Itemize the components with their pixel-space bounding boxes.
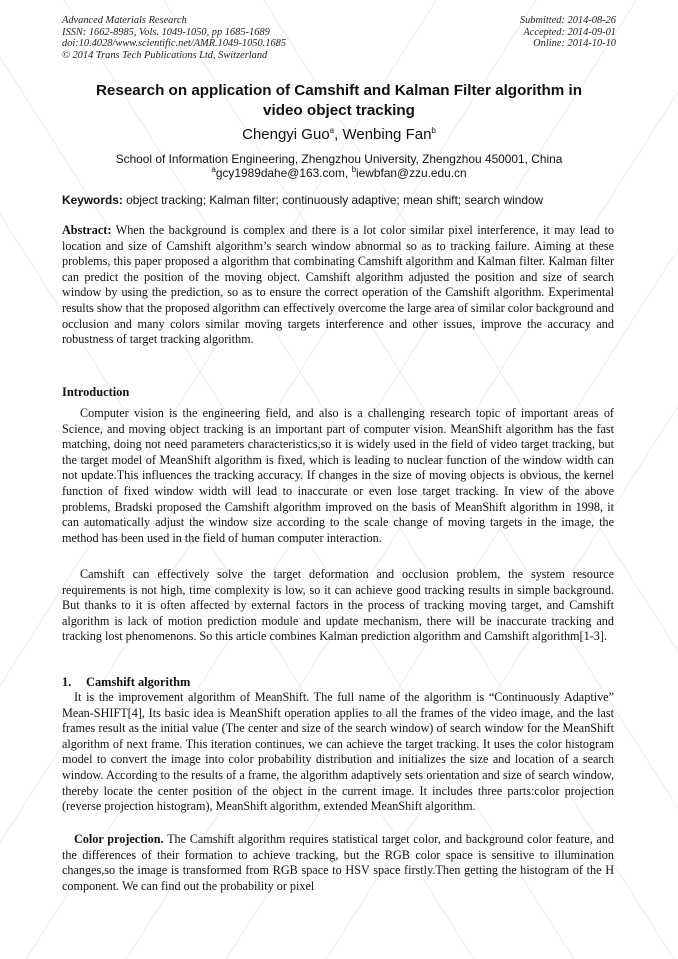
camshift-paragraph-1: It is the improvement algorithm of MeanShift. The full name of the algorithm is “Continuously Adaptive” Mean-SHIFT[4], Its basic idea is MeanShift operation applies to all the frames of the video image, and the last frames result as the initial value (The center and size of the search window) of search window for the MeanShift algorithm of next frame. This iteration continues, we can achieve the target tracking. It uses the color histogram model to convert the image into color probability distribution and initializes the size and location of a search window. According to the results of a frame, the algorithm adaptively sets orientation and size of search window, thereby locate the center position of the object in the current image. It includes three parts:color projection (reverse projection histogram), MeanShift algorithm, extended MeanShift algorithm.	[62, 690, 614, 814]
abstract-text: When the background is complex and there is a lot color similar pixel interference, it may lead to location and size of Camshift algorithm’s search window abnormal so as to tracking failure. Aiming at these problems, this paper proposed a algorithm that combinating Camshift algorithm and Kalman filter. Kalman filter can predict the position of the moving object. Camshift algorithm adjusted the position and size of search window by using the prediction, so as to ensure the correct operation of the Camshift algorithm. Experimental results show that the proposed algorithm can effectively overcome the large area of similar color background and occlusion and many colors similar moving targets interference and other issues, improve the accuracy and robustness of target tracking algorithm.	[62, 223, 614, 347]
author-separator: ,	[334, 126, 343, 143]
title-line-2: video object tracking	[263, 101, 415, 119]
section-title: Camshift algorithm	[86, 675, 191, 689]
accepted-date: Accepted: 2014-09-01	[523, 26, 616, 38]
abstract-label: Abstract:	[62, 223, 112, 237]
author-emails	[62, 166, 616, 180]
introduction-paragraph-1: Computer vision is the engineering field, and also is a challenging research topic of important areas of Science, and moving object tracking is an important part of computer vision. MeanShift algorithm has the fast matching, doing not need parameters characteristics,so it is widely used in the field of video target tracking, but the target model of MeanShift algorithm is fixed, which is leading to nuclear function of the window width can not update.This influences the tracking accuracy. If changes in the size of moving objects is obvious, the kernel function of fixed window width will lead to inaccurate or even lose target tracking. In view of the above problems, Bradski proposed the Camshift algorithm improved on the basis of MeanShift algorithm in 1998, it can automatically adjust the window size according to the scale change of moving targets in the image, the method has been used in the field of human computer interaction.	[62, 406, 614, 545]
author-1: Chengyi Guo	[242, 126, 330, 143]
journal-name: Advanced Materials Research	[62, 15, 187, 26]
keywords-text: object tracking; Kalman filter; continuously adaptive; mean shift; search window	[122, 193, 544, 207]
abstract	[62, 223, 614, 348]
email-a-mark: a	[211, 165, 216, 175]
introduction-heading: Introduction	[62, 385, 130, 399]
section-number: 1.	[62, 675, 72, 689]
doi-line: doi:10.4028/www.scientific.net/AMR.1049-1050.1685	[62, 38, 287, 50]
author-list	[62, 126, 616, 144]
journal-header-left	[62, 15, 286, 61]
title-line-1: Research on application of Camshift and Kalman Filter algorithm in	[95, 82, 583, 99]
color-projection-label: Color projection.	[74, 832, 164, 846]
author-2: Wenbing Fan	[342, 126, 432, 143]
affiliation: School of Information Engineering, Zhengzhou University, Zhengzhou 450001, China	[115, 152, 563, 166]
email-b-mark: b	[351, 165, 357, 175]
color-projection-text: The Camshift algorithm requires statistical target color, and background color feature, and the differences of their formation to achieve tracking, but the RGB color space is sensitive to illumination changes,so the image is transformed from RGB space to HSV space firstly.Then getting the histogram of the H component. We can find out the probability or pixel	[62, 832, 614, 893]
submitted-date: Submitted: 2014-08-26	[519, 15, 616, 26]
email-separator: ,	[344, 166, 352, 180]
author-2-affil-mark: b	[431, 126, 436, 135]
journal-header-right	[520, 15, 616, 50]
introduction-paragraph-2: Camshift can effectively solve the target deformation and occlusion problem, the system resource requirements is not high, time complexity is low, so it can achieve good tracking results in simple background. But thanks to it is often affected by external factors in the process of tracking moving target, and Camshift algorithm is lack of motion prediction module and update mechanism, there will be inaccurate tracking and tracking lost phenomenons. So this article combines Kalman prediction algorithm and Camshift algorithm[1-3].	[62, 567, 614, 644]
copyright-line: © 2014 Trans Tech Publications Ltd, Switzerland	[62, 49, 268, 61]
color-projection-paragraph	[62, 832, 614, 894]
online-date: Online: 2014-10-10	[533, 38, 616, 50]
keywords	[62, 193, 616, 207]
paper-title	[62, 81, 616, 120]
email-b: iewbfan@zzu.edu.cn	[356, 166, 467, 180]
email-a: gcy1989dahe@163.com	[215, 166, 345, 180]
author-1-affil-mark: a	[329, 126, 335, 135]
keywords-label: Keywords:	[62, 193, 123, 207]
camshift-section-heading	[62, 675, 190, 690]
issn-line: ISSN: 1662-8985, Vols. 1049-1050, pp 1685-1689	[62, 26, 270, 38]
